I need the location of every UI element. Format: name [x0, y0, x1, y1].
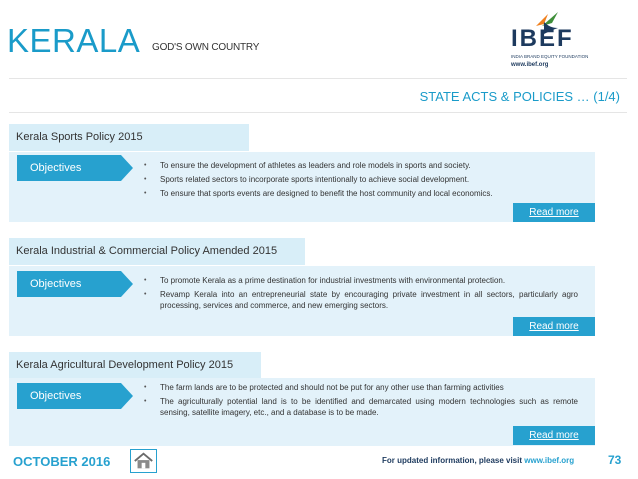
page-number: 73 [608, 453, 622, 467]
objectives-list [144, 275, 578, 314]
list-item: • The farm lands are to be protected and should not be put for any other use than farming activities [144, 382, 578, 393]
footer-date: OCTOBER 2016 [13, 454, 111, 469]
slide-title: STATE ACTS & POLICIES … (1/4) [419, 89, 620, 104]
objectives-tag: Objectives [17, 383, 121, 409]
footer-url-link[interactable]: www.ibef.org [524, 456, 575, 465]
header-bar [0, 0, 638, 66]
list-item: • The agriculturally potential land is to be identified and demarcated using modern technologies such as remote sensing, satellite imagery, etc., and a database is to be made. [144, 396, 578, 418]
home-icon [131, 450, 156, 472]
ibef-wordmark: IBEF [511, 25, 574, 52]
footer-note-text: For updated information, please visit [382, 456, 525, 465]
ibef-tagline: INDIA BRAND EQUITY FOUNDATION [511, 54, 589, 59]
read-more-link[interactable]: Read more [513, 426, 595, 445]
objectives-tag: Objectives [17, 155, 121, 181]
footer-note [382, 456, 574, 466]
section-heading-agricultural: Kerala Agricultural Development Policy 2015 [9, 352, 261, 379]
state-title: KERALA [7, 22, 141, 59]
list-item: • To promote Kerala as a prime destination for industrial investments with environmental protection. [144, 275, 578, 286]
list-item: • Sports related sectors to incorporate sports intentionally to achieve social development. [144, 174, 578, 185]
list-item: • To ensure the development of athletes as leaders and role models in sports and society. [144, 160, 578, 171]
list-item: • Revamp Kerala into an entrepreneurial state by encouraging private investment in all sectors, particularly agro processing, services and commerce, and new emerging sectors. [144, 289, 578, 311]
read-more-link[interactable]: Read more [513, 317, 595, 336]
objectives-list [144, 160, 578, 202]
section-heading-industrial: Kerala Industrial & Commercial Policy Amended 2015 [9, 238, 305, 265]
home-button[interactable] [130, 449, 157, 473]
ibef-url[interactable]: www.ibef.org [511, 62, 549, 68]
objectives-list [144, 382, 578, 421]
objectives-tag: Objectives [17, 271, 121, 297]
list-item: • To ensure that sports events are designed to benefit the host community and local economics. [144, 188, 578, 199]
divider-bottom [9, 112, 627, 113]
section-heading-sports: Kerala Sports Policy 2015 [9, 124, 249, 151]
read-more-link[interactable]: Read more [513, 203, 595, 222]
section-panel-agricultural [9, 378, 595, 446]
section-panel-sports [9, 152, 595, 222]
section-panel-industrial [9, 266, 595, 336]
divider-top [9, 78, 627, 79]
state-tagline: GOD'S OWN COUNTRY [152, 42, 260, 53]
ibef-logo[interactable] [508, 12, 632, 70]
